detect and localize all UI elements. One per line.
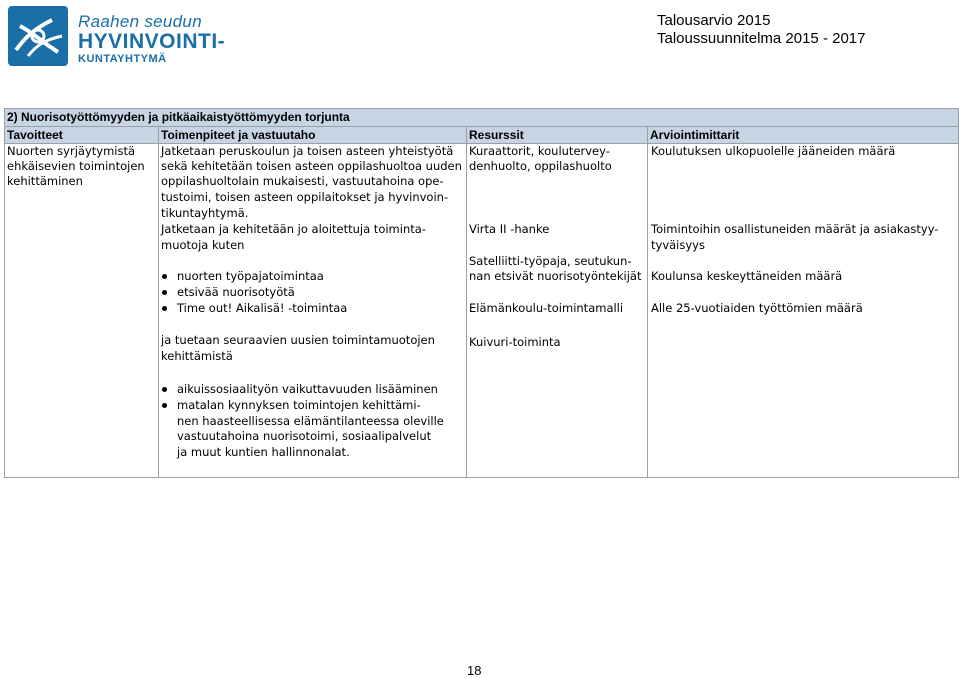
- logo-line2: HYVINVOINTI-: [78, 30, 226, 53]
- organization-logo: [8, 6, 248, 66]
- logo-line1: Raahen seudun: [78, 12, 202, 31]
- column-divider: [466, 144, 467, 477]
- action-text-line: ja tuetaan seuraavien uusien toimintamuotojen: [161, 333, 435, 347]
- action-text-line: tustoimi, toisen asteen oppilaitokset ja hyvinvoin-: [161, 190, 449, 204]
- action-bullet-item: vastuutahoina nuorisotoimi, sosiaalipalvelut: [177, 429, 432, 443]
- table-body: [5, 144, 958, 477]
- column-header-resources: Resurssit: [469, 128, 524, 142]
- action-text-line: muotoja kuten: [161, 238, 245, 252]
- table-title: 2) Nuorisotyöttömyyden ja pitkäaikaistyöttömyyden torjunta: [5, 109, 958, 127]
- action-bullet-item: matalan kynnyksen toimintojen kehittämi-: [177, 398, 421, 412]
- action-bullet-item: ja muut kuntien hallinnonalat.: [177, 445, 350, 459]
- action-text-line: kehittämistä: [161, 349, 233, 363]
- column-divider: [158, 144, 159, 477]
- column-header-actions: Toimenpiteet ja vastuutaho: [161, 128, 316, 142]
- logo-line3: KUNTAYHTYMÄ: [78, 53, 167, 65]
- bullet-icon: [162, 290, 167, 295]
- resource-text-line: Virta II -hanke: [469, 222, 550, 236]
- resource-text-line: Satelliitti-työpaja, seutukun-: [469, 254, 632, 268]
- action-bullet-item: nuorten työpajatoimintaa: [177, 269, 324, 283]
- action-text-line: Jatketaan ja kehitetään jo aloitettuja toiminta-: [161, 222, 426, 236]
- bullet-icon: [162, 387, 167, 392]
- resource-text-line: Kuivuri-toiminta: [469, 335, 561, 349]
- page-number: 18: [467, 663, 482, 678]
- action-bullet-item: aikuissosiaalityön vaikuttavuuden lisääminen: [177, 382, 438, 396]
- indicator-text: Alle 25-vuotiaiden työttömien määrä: [651, 301, 863, 315]
- action-bullet-item: etsivää nuorisotyötä: [177, 285, 295, 299]
- indicator-text: tyväisyys: [651, 238, 705, 252]
- action-text-line: oppilashuoltolain mukaisesti, vastuutahoina ope-: [161, 174, 444, 188]
- resource-text-line: denhuolto, oppilashuolto: [469, 159, 612, 173]
- knot-logo-icon: [8, 6, 68, 66]
- action-bullet-item: nen haasteellisessa elämäntilanteessa oleville: [177, 414, 444, 428]
- column-header-indicators: Arviointimittarit: [650, 128, 740, 142]
- header-budget-title: Talousarvio 2015: [657, 12, 771, 29]
- goal-line: kehittäminen: [7, 174, 83, 188]
- action-text-line: Jatketaan peruskoulun ja toisen asteen yhteistyötä: [161, 144, 454, 158]
- indicator-text: Koulutuksen ulkopuolelle jääneiden määrä: [651, 144, 896, 158]
- column-divider: [647, 144, 648, 477]
- goals-table: [4, 108, 959, 478]
- column-header-goals: Tavoitteet: [7, 128, 63, 142]
- row-divider: [5, 477, 158, 478]
- action-text-line: sekä kehitetään toisen asteen oppilashuoltoa uuden: [161, 159, 462, 173]
- table-header-row: [5, 127, 958, 144]
- resource-text-line: Kuraattorit, koulutervey-: [469, 144, 610, 158]
- indicator-text: Koulunsa keskeyttäneiden määrä: [651, 269, 843, 283]
- bullet-icon: [162, 403, 167, 408]
- resource-text-line: nan etsivät nuorisotyöntekijät: [469, 269, 642, 283]
- goal-line: Nuorten syrjäytymistä: [7, 144, 136, 158]
- action-text-line: tikuntayhtymä.: [161, 206, 249, 220]
- goal-line: ehkäisevien toimintojen: [7, 159, 145, 173]
- action-bullet-item: Time out! Aikalisä! -toimintaa: [177, 301, 348, 315]
- indicator-text: Toimintoihin osallistuneiden määrät ja asiakastyy-: [651, 222, 939, 236]
- bullet-icon: [162, 274, 167, 279]
- bullet-icon: [162, 306, 167, 311]
- resource-text-line: Elämänkoulu-toimintamalli: [469, 301, 624, 315]
- header-plan-title: Taloussuunnitelma 2015 - 2017: [657, 30, 866, 47]
